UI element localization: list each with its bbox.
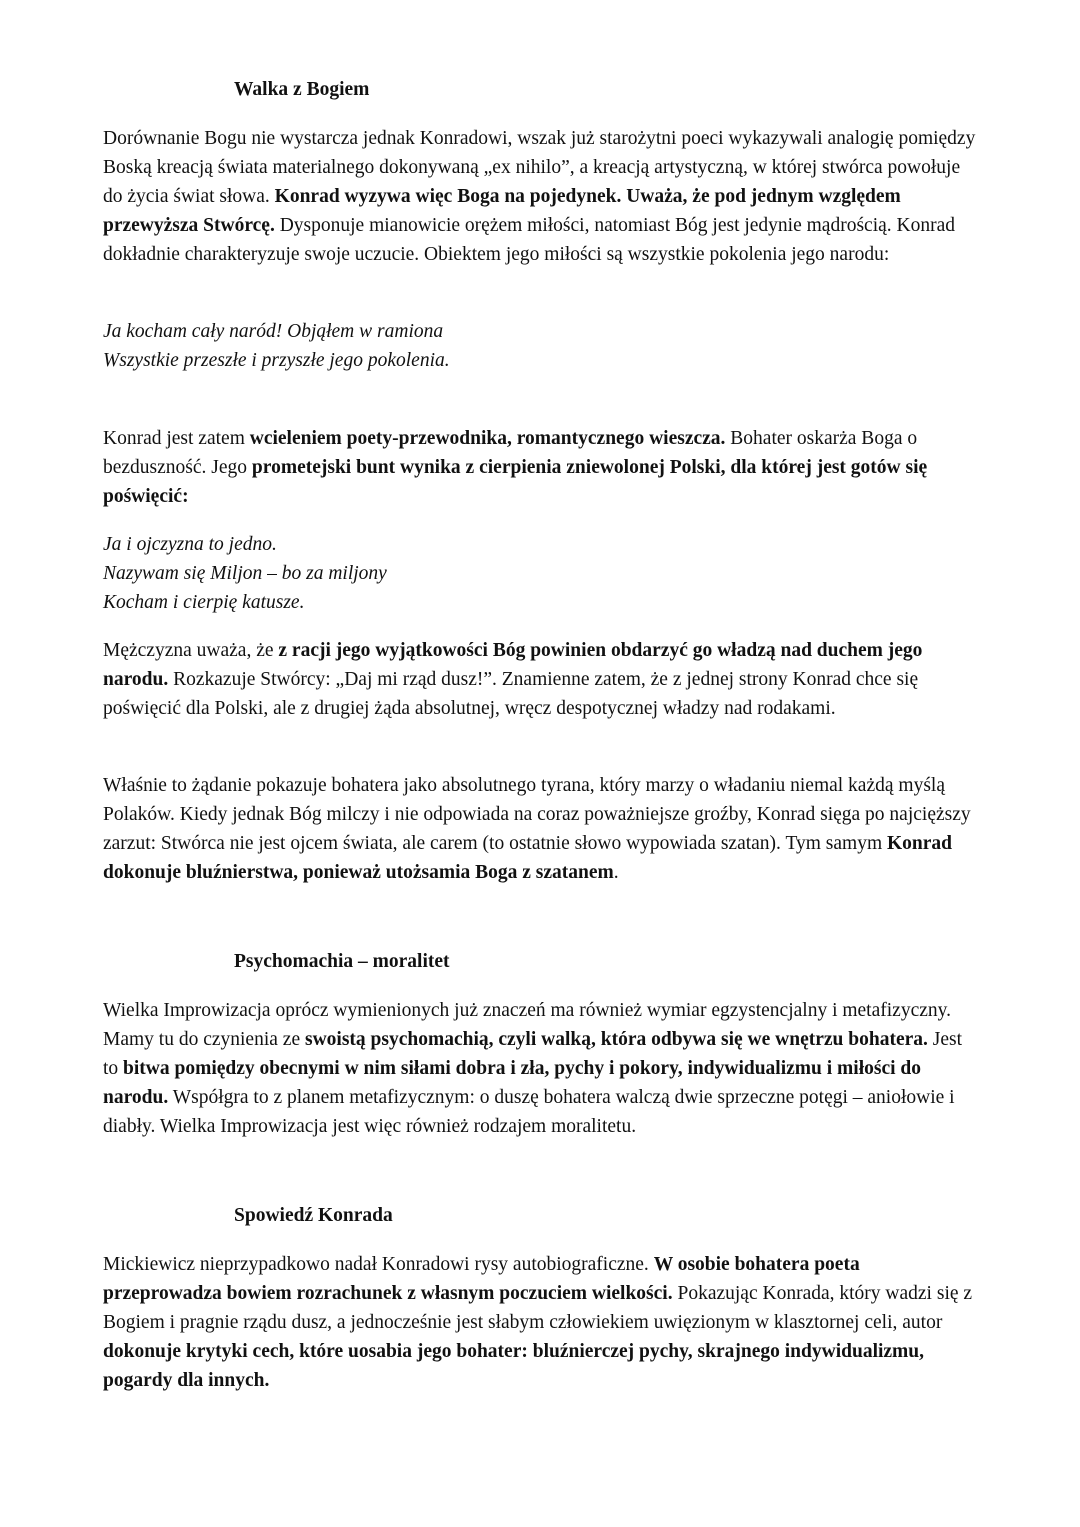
quote-line: Kocham i cierpię katusze.	[103, 592, 305, 613]
bold-span: bitwa pomiędzy obecnymi w nim siłami dobra i zła, pychy i pokory, indywidualizmu i miłości do narodu.	[103, 1058, 922, 1108]
heading-psychomachia: Psychomachia – moralitet	[234, 951, 450, 972]
paragraph-walka-2	[103, 424, 979, 511]
bold-span: prometejski bunt wynika z cierpienia zniewolonej Polski, dla której jest gotów się poświęcić:	[103, 457, 928, 507]
text-span: .	[613, 862, 619, 883]
quote-line: Wszystkie przeszłe i przyszłe jego pokolenia.	[103, 350, 450, 371]
text-span: Konrad jest zatem	[103, 428, 250, 449]
text-span: Dorównanie Bogu nie wystarcza jednak Konradowi, wszak już starożytni poeci wykazywali analogię pomiędzy Boską kreacją świata materialnego dokonywaną „ex nihilo”, a kreacją artystyczną, w której stwórca powołuje do życia świat słowa.	[103, 128, 976, 207]
text-span: Mężczyzna uważa, że	[103, 640, 279, 661]
paragraph-psychomachia	[103, 996, 979, 1141]
text-span: Właśnie to żądanie pokazuje bohatera jako absolutnego tyrana, który marzy o władaniu niemal każdą myślą Polaków. Kiedy jednak Bóg milczy i nie odpowiada na coraz poważniejsze groźby, Konrad sięga po najcięższy zarzut: Stwórca nie jest ojcem świata, ale carem (to ostatnie słowo wypowiada szatan). Tym samym	[103, 775, 971, 854]
paragraph-spowiedz	[103, 1250, 979, 1395]
text-span: Rozkazuje Stwórcy: „Daj mi rząd dusz!”. Znamienne zatem, że z jednej strony Konrad chce się poświęcić dla Polski, ale z drugiej żąda absolutnej, wręcz despotycznej władzy nad rodakami.	[103, 669, 919, 719]
heading-spowiedz-konrada: Spowiedź Konrada	[234, 1205, 393, 1226]
text-span: Współgra to z planem metafizycznym: o duszę bohatera walczą dwie sprzeczne potęgi – aniołowie i diabły. Wielka Improwizacja jest więc również rodzajem moralitetu.	[103, 1087, 955, 1137]
quote-line: Ja kocham cały naród! Objąłem w ramiona	[103, 321, 444, 342]
paragraph-walka-3	[103, 636, 979, 723]
bold-span: Konrad wyzywa więc Boga na pojedynek. Uważa, że pod jednym względem przewyższa Stwórcę.	[103, 186, 901, 236]
bold-span: W osobie bohatera poeta przeprowadza bowiem rozrachunek z własnym poczuciem wielkości.	[103, 1254, 860, 1304]
text-span: Mickiewicz nieprzypadkowo nadał Konradowi rysy autobiograficzne.	[103, 1254, 654, 1275]
heading-walka-z-bogiem: Walka z Bogiem	[234, 79, 370, 100]
quote-2	[103, 530, 979, 617]
text-span: Dysponuje mianowicie orężem miłości, natomiast Bóg jest jedynie mądrością. Konrad dokładnie charakteryzuje swoje uczucie. Obiektem jego miłości są wszystkie pokolenia jego narodu:	[103, 215, 955, 265]
text-span: Bohater oskarża Boga o bezduszność. Jego	[103, 428, 918, 478]
bold-span: dokonuje krytyki cech, które uosabia jego bohater: bluźnierczej pychy, skrajnego indywidualizmu, pogardy dla innych.	[103, 1341, 925, 1391]
text-span: Jest to	[103, 1029, 963, 1079]
quote-line: Nazywam się Miljon – bo za miljony	[103, 563, 387, 584]
text-span: Wielka Improwizacja oprócz wymienionych już znaczeń ma również wymiar egzystencjalny i metafizyczny. Mamy tu do czynienia ze	[103, 1000, 951, 1050]
paragraph-walka-4	[103, 771, 979, 887]
bold-span: Konrad dokonuje bluźnierstwa, ponieważ utożsamia Boga z szatanem	[103, 833, 953, 883]
quote-line: Ja i ojczyzna to jedno.	[103, 534, 277, 555]
bold-span: wcieleniem poety-przewodnika, romantycznego wieszcza.	[249, 428, 726, 449]
quote-1	[103, 317, 979, 375]
bold-span: z racji jego wyjątkowości Bóg powinien obdarzyć go władzą nad duchem jego narodu.	[103, 640, 923, 690]
paragraph-walka-1	[103, 124, 979, 269]
text-span: Pokazując Konrada, który wadzi się z Bogiem i pragnie rządu dusz, a jednocześnie jest słabym człowiekiem uwięzionym w klasztornej celi, autor	[103, 1283, 973, 1333]
bold-span: swoistą psychomachią, czyli walką, która odbywa się we wnętrzu bohatera.	[304, 1029, 928, 1050]
